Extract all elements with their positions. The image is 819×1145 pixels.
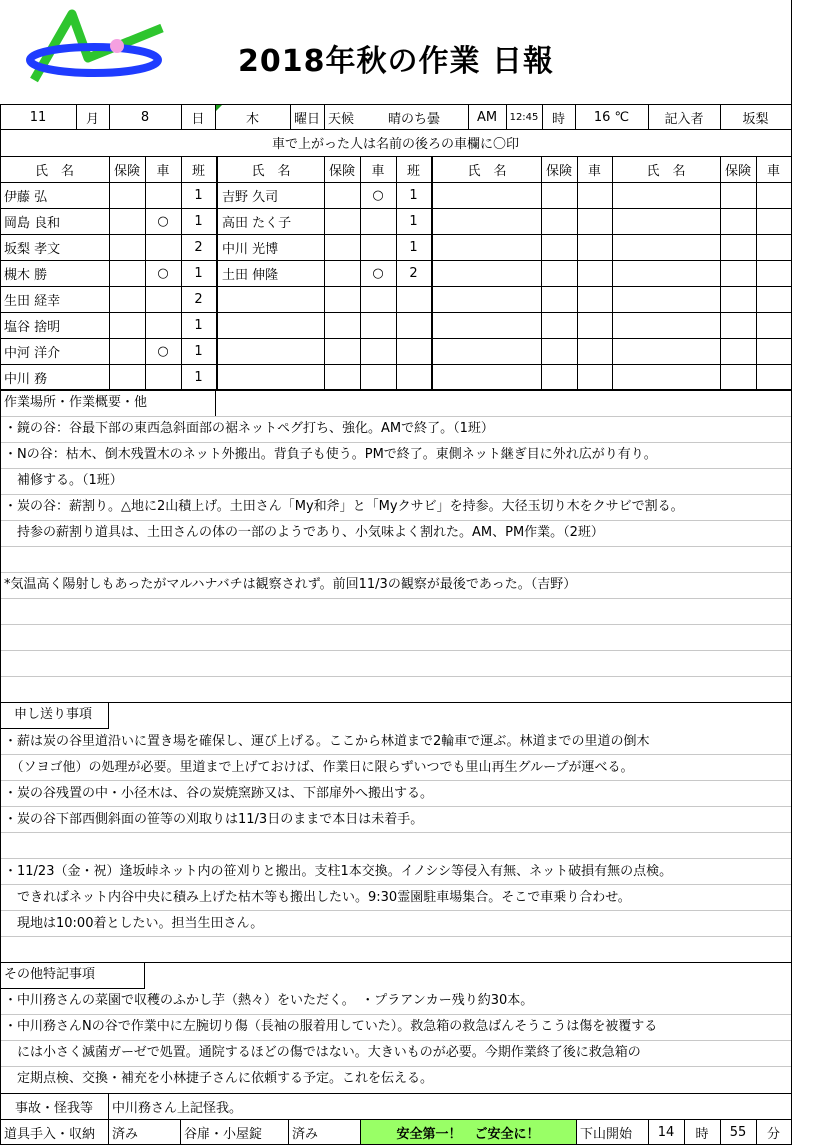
handover-line: （ソヨゴ他）の処理が必要。里道まで上げておけば、作業日に限らずいつでも里山再生グループが運べる。	[4, 760, 634, 775]
col-header-car-2: 車	[371, 163, 385, 179]
handover-line: できればネット内谷中央に積み上げた枯木等も搬出したい。9:30霊園駐車場集合。そこで車乗り合わせ。	[4, 890, 631, 905]
weather-label: 天候	[328, 111, 355, 127]
col-header-insurance-4: 保険	[724, 163, 751, 179]
handover-line: ・炭の谷下部西側斜面の笹等の刈取りは11/3日のままで本日は未着手。	[4, 812, 424, 827]
col-header-name-2: 氏 名	[251, 163, 291, 179]
col-header-name-3: 氏 名	[467, 163, 507, 179]
ampm-value: AM	[476, 109, 498, 125]
time-label: 時	[551, 111, 565, 127]
member-group: 2	[194, 291, 203, 307]
other-line: ・中川務さんNの谷で作業中に左腕切り傷（長袖の服着用していた）。救急箱の救急ばんそうこうは傷を被覆する	[4, 1019, 658, 1034]
member-group: 1	[194, 317, 203, 333]
member-name: 土田 伸隆	[222, 267, 279, 283]
tools-status: 済み	[112, 1126, 139, 1142]
member-car: ○	[372, 265, 384, 281]
member-car	[360, 234, 396, 260]
handover-section-label: 申し送り事項	[14, 707, 93, 722]
work-line: ・鏡の谷：谷最下部の東西急斜面部の裾ネットペグ打ち、強化。AMで終了。（1班）	[4, 421, 494, 436]
accident-label: 事故・怪我等	[14, 1100, 93, 1116]
temperature-value: 16 ℃	[593, 109, 630, 125]
col-header-car-4: 車	[766, 163, 780, 179]
month-label: 月	[85, 111, 99, 127]
handover-line: 現地は10:00着としたい。担当生田さん。	[4, 916, 264, 931]
member-name: 生田 経幸	[4, 293, 61, 309]
col-header-name-1: 氏 名	[34, 163, 74, 179]
member-group: 1	[194, 187, 203, 203]
member-car	[145, 364, 181, 390]
member-group: 1	[194, 369, 203, 385]
logo	[22, 8, 172, 92]
col-header-insurance-1: 保険	[113, 163, 140, 179]
other-line: 定期点検、交換・補充を小林捷子さんに依頼する予定。これを伝える。	[4, 1071, 434, 1086]
col-header-car-3: 車	[587, 163, 601, 179]
other-line: ・中川務さんの菜園で収穫のふかし芋（熱々）をいただく。 ・プラアンカー残り約30本。	[4, 993, 534, 1008]
member-group: 1	[409, 187, 418, 203]
work-line: ・Nの谷：枯木、倒木残置木のネット外搬出。背負子も使う。PMで終了。東側ネット継ぎ目に外れ広がり有り。	[4, 447, 657, 462]
member-group: 1	[409, 239, 418, 255]
col-header-insurance-2: 保険	[328, 163, 355, 179]
member-car: ○	[157, 213, 169, 229]
member-name: 中河 洋介	[4, 345, 61, 361]
work-section-label: 作業場所・作業概要・他	[4, 395, 148, 410]
member-name: 塩谷 捨明	[4, 319, 61, 335]
member-group: 1	[409, 213, 418, 229]
work-line: *気温高く陽射しもあったがマルハナバチは観察されず。前回11/3の観察が最後であった。（吉野）	[4, 577, 577, 592]
member-name: 高田 たく子	[222, 215, 292, 231]
work-line: 補修する。（1班）	[4, 473, 123, 488]
work-line: 持参の薪割り道具は、土田さんの体の一部のようであり、小気味よく割れた。AM、PM作業。（2班）	[4, 525, 604, 540]
day-value: 8	[140, 109, 150, 125]
col-header-group-2: 班	[406, 163, 420, 179]
work-line: ・炭の谷：薪割り。△地に2山積上げ。土田さん「My和斧」と「Myクサビ」を持参。大径玉切り木をクサビで割る。	[4, 499, 684, 514]
member-name: 坂梨 孝文	[4, 241, 61, 257]
tools-label: 道具手入・収納	[4, 1126, 96, 1142]
time-value: 12:45	[509, 111, 539, 123]
gate-label: 谷扉・小屋錠	[184, 1126, 263, 1142]
descent-label: 下山開始	[580, 1126, 633, 1142]
weekday-label: 曜日	[293, 111, 320, 127]
accident-value: 中川務さん上記怪我。	[112, 1100, 243, 1116]
logo-pink-dot	[110, 39, 124, 53]
hour-label: 時	[695, 1126, 709, 1142]
member-car	[360, 208, 396, 234]
member-group: 2	[194, 239, 203, 255]
recorder-label: 記入者	[664, 111, 704, 127]
member-name: 中川 務	[4, 371, 48, 387]
other-section-label: その他特記事項	[4, 967, 96, 982]
handover-line: ・炭の谷残置の中・小径木は、谷の炭焼窯跡又は、下部扉外へ搬出する。	[4, 786, 434, 801]
member-car	[145, 182, 181, 208]
descent-hour: 14	[657, 1124, 675, 1140]
col-header-group-1: 班	[191, 163, 205, 179]
page-title: 2018年秋の作業 日報	[238, 44, 554, 79]
col-header-name-4: 氏 名	[646, 163, 686, 179]
member-group: 2	[409, 265, 418, 281]
other-line: には小さく滅菌ガーゼで処置。通院するほどの傷ではない。大きいものが必要。今期作業終了後に救急箱の	[4, 1045, 641, 1060]
member-car	[145, 234, 181, 260]
member-group: 1	[194, 343, 203, 359]
handover-line: ・11/23（金・祝）逢坂峠ネット内の笹刈りと搬出。支柱1本交換。イノシシ等侵入有無、ネット破損有無の点検。	[4, 864, 673, 879]
member-name: 中川 光博	[222, 241, 279, 257]
minute-label: 分	[766, 1126, 780, 1142]
member-name: 岡島 良和	[4, 215, 61, 231]
weekday-value: 木	[245, 111, 259, 127]
car-note: 車で上がった人は名前の後ろの車欄に〇印	[271, 137, 519, 152]
safety-slogan: 安全第一！ ご安全に！	[396, 1126, 540, 1142]
handover-line: ・薪は炭の谷里道沿いに置き場を確保し、運び上げる。ここから林道まで2輪車で運ぶ。林道までの里道の倒木	[4, 734, 650, 749]
col-header-car-1: 車	[156, 163, 170, 179]
descent-minute: 55	[729, 1124, 747, 1140]
gate-status: 済み	[292, 1126, 319, 1142]
member-car	[145, 312, 181, 338]
member-car	[145, 286, 181, 312]
member-car: ○	[372, 187, 384, 203]
weather-value: 晴のち曇	[388, 111, 441, 127]
day-label: 日	[191, 111, 205, 127]
member-car: ○	[157, 343, 169, 359]
member-group: 1	[194, 213, 203, 229]
member-group: 1	[194, 265, 203, 281]
member-name: 吉野 久司	[222, 189, 279, 205]
recorder-value: 坂梨	[742, 111, 769, 127]
member-name: 槻木 勝	[4, 267, 48, 283]
col-header-insurance-3: 保険	[545, 163, 572, 179]
month-value: 11	[29, 109, 47, 125]
member-name: 伊藤 弘	[4, 189, 48, 205]
member-car: ○	[157, 265, 169, 281]
